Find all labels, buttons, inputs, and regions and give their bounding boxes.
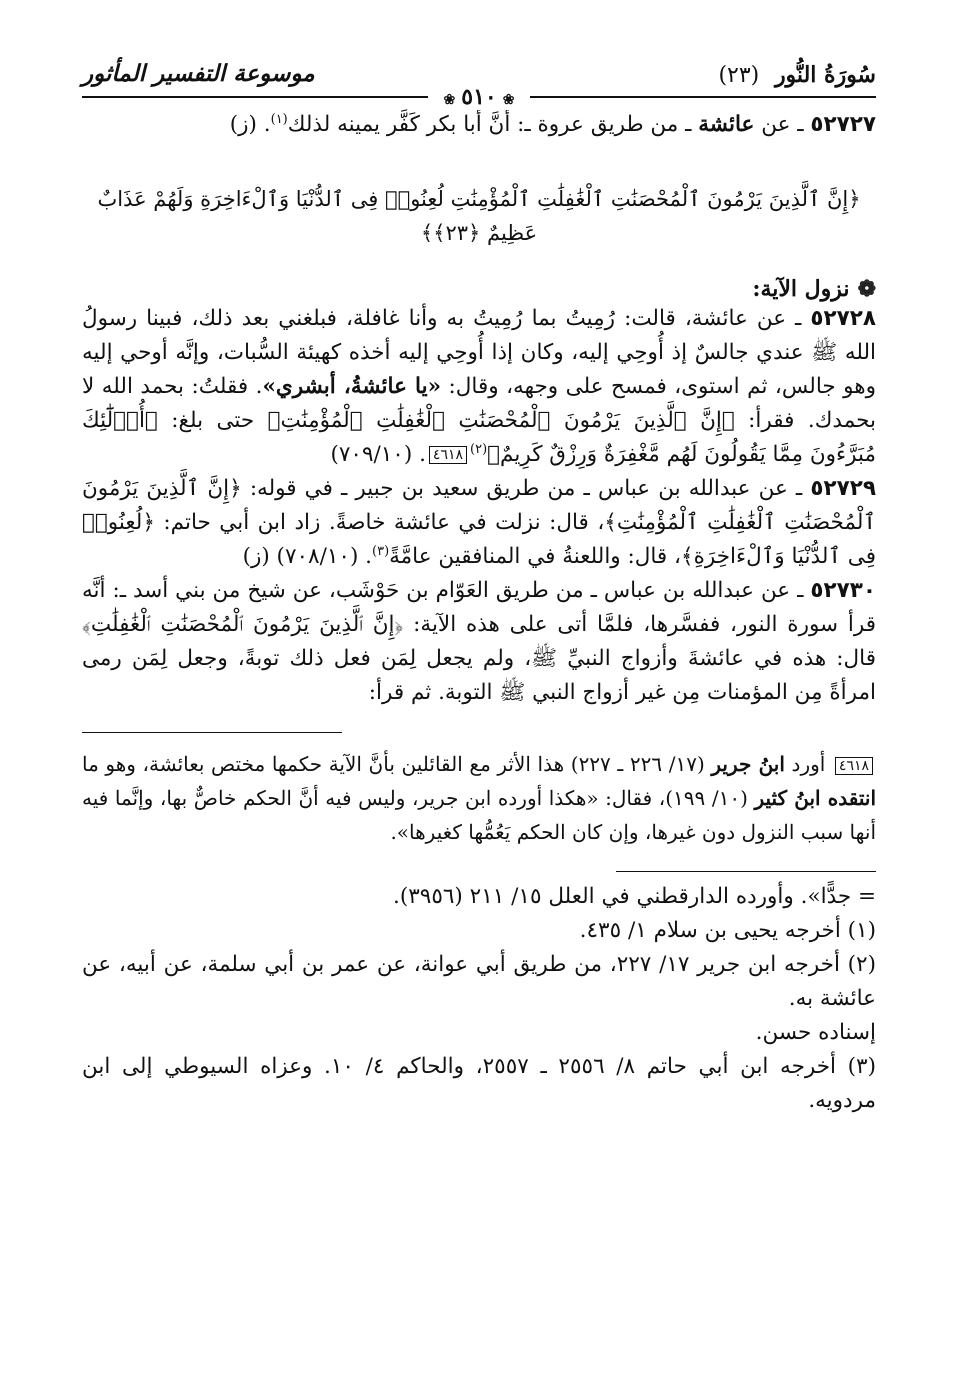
ornament-icon: ❀ — [502, 92, 515, 108]
narration-number: ٥٢٧٢٩ — [810, 476, 876, 501]
sura-name: سُورَةُ النُّور — [774, 62, 876, 88]
quran-verse: ﴿إِنَّ ٱلَّذِينَ يَرْمُونَ ٱلْمُحْصَنَٰتِ ٱلْغَٰفِلَٰتِ ٱلْمُؤْمِنَٰتِ لُعِنُوا۟ فِى ٱلدُّنْيَا وَٱلْءَاخِرَةِ وَلَهُمْ عَذَابٌ عَظِيمٌ ﴿٢٣﴾﴾ — [97, 187, 861, 245]
main-text — [82, 108, 876, 1118]
book-title: موسوعة التفسير المأثور — [82, 60, 315, 87]
footnotes — [82, 880, 876, 1118]
running-header — [82, 58, 876, 108]
scholar-name: ابنُ جرير — [711, 752, 785, 776]
footnote: (٣) أخرجه ابن أبي حاتم ٨/ ٢٥٥٦ ـ ٢٥٥٧، والحاكم ٤/ ١٠. وعزاه السيوطي إلى ابن مردويه. — [82, 1054, 876, 1113]
footnote-mark[interactable]: (٢) — [470, 441, 488, 457]
footnote: (٢) أخرجه ابن جرير ١٧/ ٢٢٧، من طريق أبي عوانة، عن عمر بن أبي سلمة، عن أبيه، عن عائشة به. — [82, 952, 876, 1011]
narration-52727: ٥٢٧٢٧ ـ عن عائشة ـ من طريق عروة ـ: أنَّ أبا بكر كَفَّر يمينه لذلك$^{(١)}$. (ز) — [229, 111, 876, 137]
footnote-mark[interactable]: (٣) — [372, 543, 390, 559]
narration-52729: ٥٢٧٢٩ ـ عن عبدالله بن عباس ـ من طريق سعيد بن جبير ـ في قوله: ﴿إِنَّ ٱلَّذِينَ يَرْمُونَ ٱلْمُحْصَنَٰتِ ٱلْغَٰفِلَٰتِ ٱلْمُؤْمِنَٰتِ﴾، قال: نزلت في عائشة خاصةً. زاد ابن أبي حاتم: ﴿لُعِنُوا۟ فِى ٱلدُّنْيَا وَٱلْءَاخِرَةِ﴾، قال: واللعنةُ في المنافقين عامَّةً$^{(٣)}$. (٧٠٨/١٠) (ز) — [82, 476, 876, 569]
footnote-separator — [616, 871, 876, 872]
footnote: = جدًّا». وأورده الدارقطني في العلل ١٥/ ٢١١ (٣٩٥٦). — [392, 884, 876, 909]
narrator-name: عائشة — [698, 112, 755, 137]
narration-52730: ٥٢٧٣٠ ـ عن عبدالله بن عباس ـ من طريق العَوّام بن حَوْشَب، عن شيخ من بني أسد ـ: أنَّه قرأ سورة النور، ففسَّرها، فلمَّا أتى على هذه الآية: ﴿إِنَّ ٱلَّذِينَ يَرْمُونَ ٱلْمُحْصَنَٰتِ ٱلْغَٰفِلَٰتِ﴾ قال: هذه في عائشةَ وأزواج النبيِّ ﷺ، ولم يجعل لِمَن فعل ذلك توبةً، وجعل لِمَن رمى امرأةً مِن المؤمنات مِن غير أزواج النبي ﷺ التوبة. ثم قرأ: — [82, 578, 876, 705]
flower-icon: ❁ — [857, 276, 876, 302]
book-page — [82, 58, 876, 1118]
commentary-reference: ٤٦١٨ — [835, 757, 873, 775]
ornament-icon: ❀ — [443, 92, 456, 108]
commentary-note: ٤٦١٨ أورد ابنُ جرير (١٧/ ٢٢٦ ـ ٢٢٧) هذا الأثر مع القائلين بأنَّ الآية حكمها مختص بعائشة، وهو ما انتقده ابنُ كثير (١٠/ ١٩٩)، فقال: «هكذا أورده ابن جرير، وليس فيه أنَّ الحكم خاصٌّ بها، وإنَّما فيه أنها سبب النزول دون غيرها، وإن كان الحكم يَعُمُّها كغيرها». — [82, 752, 876, 844]
footnote: إسناده حسن. — [755, 1020, 876, 1045]
footnote-mark[interactable]: (١) — [270, 111, 288, 127]
verse-number: (٢٣) — [718, 63, 760, 88]
section-heading: ❁نزول الآية: — [752, 276, 876, 302]
commentary-separator — [82, 732, 342, 733]
commentary-reference[interactable]: ٤٦١٨ — [429, 446, 467, 464]
quoted-saying: «يا عائشةُ، أبشري» — [262, 374, 442, 399]
scholar-name: انتقده ابنُ كثير — [754, 786, 876, 810]
narration-number: ٥٢٧٢٨ — [810, 306, 876, 331]
page-number: ❀٥١٠❀ — [428, 84, 531, 110]
footnote: (١) أخرجه يحيى بن سلام ١/ ٤٣٥. — [579, 918, 876, 943]
narration-52728: ٥٢٧٢٨ ـ عن عائشة، قالت: رُمِيتُ بما رُمِيتُ به وأنا غافلة، فبلغني بعد ذلك، فبينا رسولُ الله ﷺ عندي جالسٌ إذ أُوحِي إليه، وكان إذا أُوحِي إليه أخذه كهيئة السُّبات، وإنَّه أوحي إليه وهو جالس، ثم استوى، فمسح على وجهه، وقال: «يا عائشةُ، أبشري». فقلتُ: بحمد الله لا بحمدك. فقرأ: ﴿إِنَّ ٱلَّذِينَ يَرْمُونَ ٱلْمُحْصَنَٰتِ ٱلْغَٰفِلَٰتِ ٱلْمُؤْمِنَٰتِ﴾ حتى بلغ: ﴿أُو۟لَٰٓئِكَ مُبَرَّءُونَ مِمَّا يَقُولُونَ لَهُم مَّغْفِرَةٌ وَرِزْقٌ كَرِيمٌ﴾$^{(٢)}$٤٦١٨. (٧٠٩/١٠) — [82, 306, 876, 467]
narration-number: ٥٢٧٢٧ — [810, 112, 876, 137]
narration-number: ٥٢٧٣٠ — [810, 578, 876, 603]
